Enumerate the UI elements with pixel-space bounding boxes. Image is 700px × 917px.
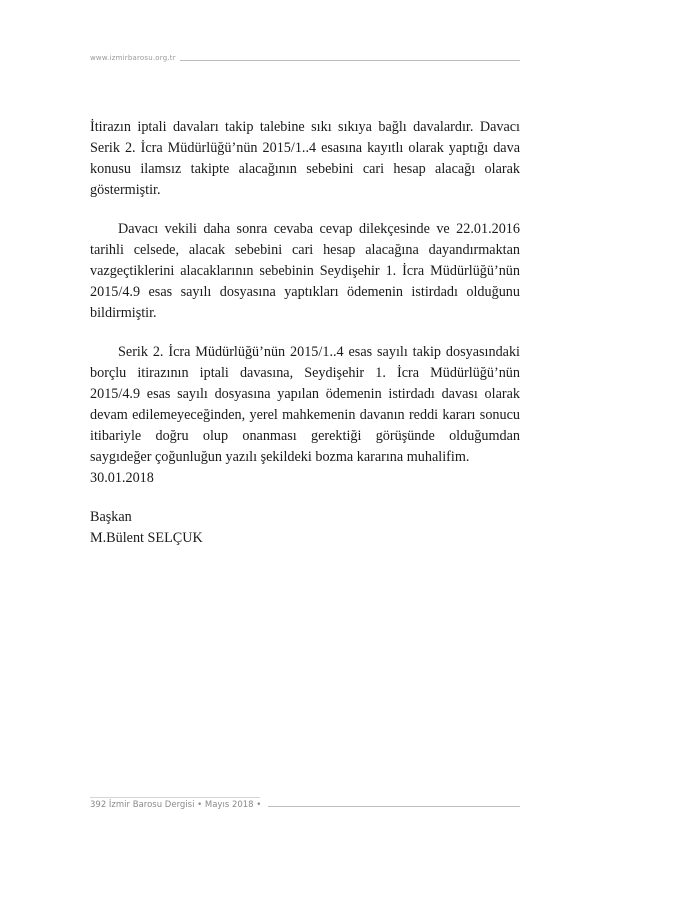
paragraph-3-text: Serik 2. İcra Müdürlüğü’nün 2015/1..4 esas sayılı takip dosyasındaki borçlu itirazının iptali davasına, Seydişehir 1. İcra Müdürlüğü’nün 2015/4.9 esas sayılı dosyasına yapılan ödemenin istirdadı davası olarak devam edilemeyeceğinden, yerel mahkemenin davanın reddi kararı sonucu itibariyle doğru olup onanması gerektiği görüşünde olduğumdan saygıdeğer çoğunluğun yazılı şekildeki bozma kararına muhalifim. bbox=[90, 344, 520, 465]
header-rule bbox=[180, 60, 520, 61]
paragraph-3 bbox=[90, 342, 520, 489]
signature-name: M.Bülent SELÇUK bbox=[90, 530, 203, 546]
signature-block bbox=[90, 507, 520, 549]
header-url: www.izmirbarosu.org.tr bbox=[90, 54, 176, 62]
document-body bbox=[90, 117, 520, 549]
footer-text: 392 İzmir Barosu Dergisi • Mayıs 2018 • bbox=[90, 800, 262, 810]
paragraph-1: İtirazın iptali davaları takip talebine sıkı sıkıya bağlı davalardır. Davacı Serik 2. İcra Müdürlüğü’nün 2015/1..4 esasına kayıtlı olarak yaptığı dava konusu ilamsız takipte alacağının sebebini cari hesap alacağı olarak göstermiştir. bbox=[90, 119, 520, 198]
footer-rule bbox=[268, 806, 520, 807]
decision-date: 30.01.2018 bbox=[90, 470, 154, 486]
footer-rule-left bbox=[90, 797, 260, 798]
signature-title: Başkan bbox=[90, 509, 132, 525]
paragraph-2: Davacı vekili daha sonra cevaba cevap dilekçesinde ve 22.01.2016 tarihli celsede, alacak sebebini cari hesap alacağına dayandırmaktan vazgeçtiklerini alacaklarının sebebinin Seydişehir 1. İcra Müdürlüğü’nün 2015/4.9 esas sayılı dosyasına yaptıkları ödemenin istirdadı olduğunu bildirmiştir. bbox=[90, 221, 520, 321]
